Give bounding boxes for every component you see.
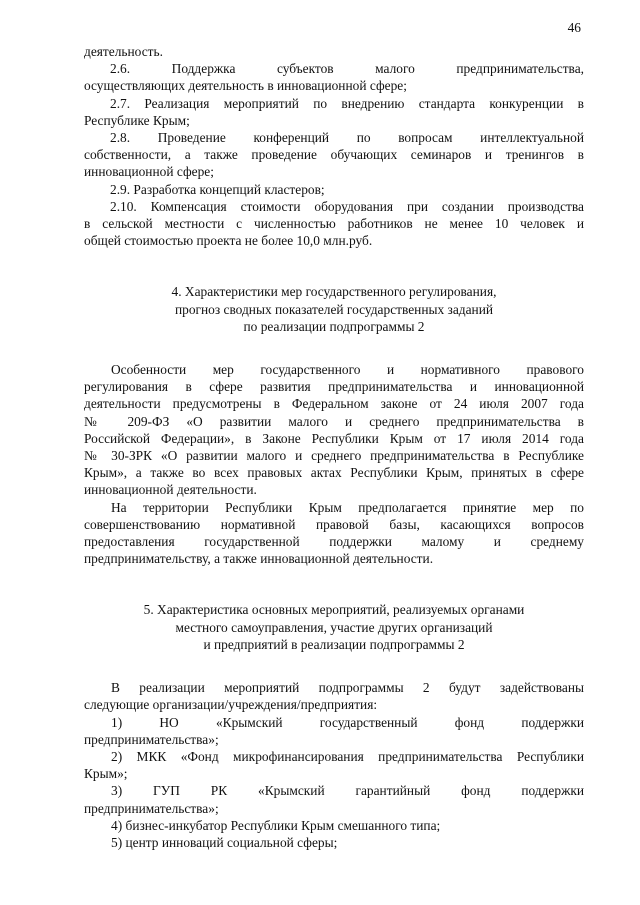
- s4-p1-l7: Крым», а также во всех правовых актах Республики Крым, принятых в сфере: [84, 465, 584, 481]
- s5-list-1-l2: предпринимательства»;: [84, 731, 219, 747]
- item-2-10-line3: общей стоимостью проекта не более 10,0 млн.руб.: [84, 233, 373, 249]
- document-body: [84, 43, 584, 851]
- s5-list-1-l1: 1) НО «Крымский государственный фонд поддержки: [111, 714, 584, 730]
- page-number: 46: [567, 20, 581, 35]
- item-2-8-line1: 2.8. Проведение конференций по вопросам интеллектуальной: [110, 130, 584, 146]
- section-5-title-line2: местного самоуправления, участие других организаций: [175, 619, 493, 635]
- list-item-2-6: [84, 60, 584, 77]
- section-4-title-line3: по реализации подпрограммы 2: [243, 318, 425, 334]
- item-2-10-line1: 2.10. Компенсация стоимости оборудования при создании производства: [110, 198, 584, 214]
- item-2-7-line2: Республике Крым;: [84, 112, 190, 128]
- item-2-7-line1: 2.7. Реализация мероприятий по внедрению стандарта конкуренции в: [110, 95, 584, 111]
- text-line: деятельность.: [84, 44, 163, 59]
- section-4-title-line1: 4. Характеристики мер государственного регулирования,: [171, 284, 497, 300]
- section-5-title-line3: и предприятий в реализации подпрограммы 2: [203, 636, 465, 652]
- s4-p1-l6: № 30-ЗРК «О развитии малого и среднего предпринимательства в Республике: [84, 448, 584, 464]
- item-2-8-line2: собственности, а также проведение обучающих семинаров и тренингов в: [84, 147, 584, 163]
- section-5-title-line1: 5. Характеристика основных мероприятий, реализуемых органами: [143, 602, 525, 618]
- item-2-8-line3: инновационной сфере;: [84, 164, 214, 180]
- s4-p1-l8: инновационной деятельности.: [84, 482, 257, 498]
- s5-intro-l1: В реализации мероприятий подпрограммы 2 будут задействованы: [111, 680, 584, 696]
- s4-p2-l1: На территории Республики Крым предполагается принятие мер по: [111, 499, 584, 515]
- s4-p1-l5: Российской Федерации», в Законе Республики Крым от 17 июля 2014 года: [84, 430, 584, 446]
- s5-list-3-l2: предпринимательства»;: [84, 800, 219, 816]
- s5-list-2-l1: 2) МКК «Фонд микрофинансирования предпринимательства Республики: [111, 748, 584, 764]
- s4-p2-l2: совершенствованию нормативной правовой базы, касающихся вопросов: [84, 516, 584, 532]
- s4-p1-l3: деятельности предусмотрены в Федеральном законе от 24 июля 2007 года: [84, 396, 584, 412]
- s5-list-5: 5) центр инноваций социальной сферы;: [111, 834, 338, 850]
- s5-intro-l2: следующие организации/учреждения/предприятия:: [84, 697, 378, 713]
- s4-p2-l4: предпринимательству, а также инновационной деятельности.: [84, 551, 434, 567]
- item-2-6-line1: 2.6. Поддержка субъектов малого предпринимательства,: [110, 61, 584, 77]
- item-2-9-line1: 2.9. Разработка концепций кластеров;: [110, 181, 325, 197]
- s5-list-3-l1: 3) ГУП РК «Крымский гарантийный фонд поддержки: [111, 783, 584, 799]
- s4-p1-l1: Особенности мер государственного и нормативного правового: [111, 362, 584, 378]
- s4-p1-l2: регулирования в сфере развития предпринимательства и инновационной: [84, 379, 584, 395]
- s4-p1-l4: № 209-ФЗ «О развитии малого и среднего предпринимательства в: [84, 413, 584, 429]
- item-2-10-line2: в сельской местности с численностью работников не менее 10 человек и: [84, 216, 584, 232]
- section-4-title-line2: прогноз сводных показателей государственных заданий: [174, 301, 494, 317]
- s4-p2-l3: предоставления государственной поддержки малому и среднему: [84, 534, 584, 550]
- s5-list-2-l2: Крым»;: [84, 766, 128, 782]
- item-2-6-line2: осуществляющих деятельность в инновационной сфере;: [84, 78, 407, 94]
- s5-list-4: 4) бизнес-инкубатор Республики Крым смешанного типа;: [111, 817, 441, 833]
